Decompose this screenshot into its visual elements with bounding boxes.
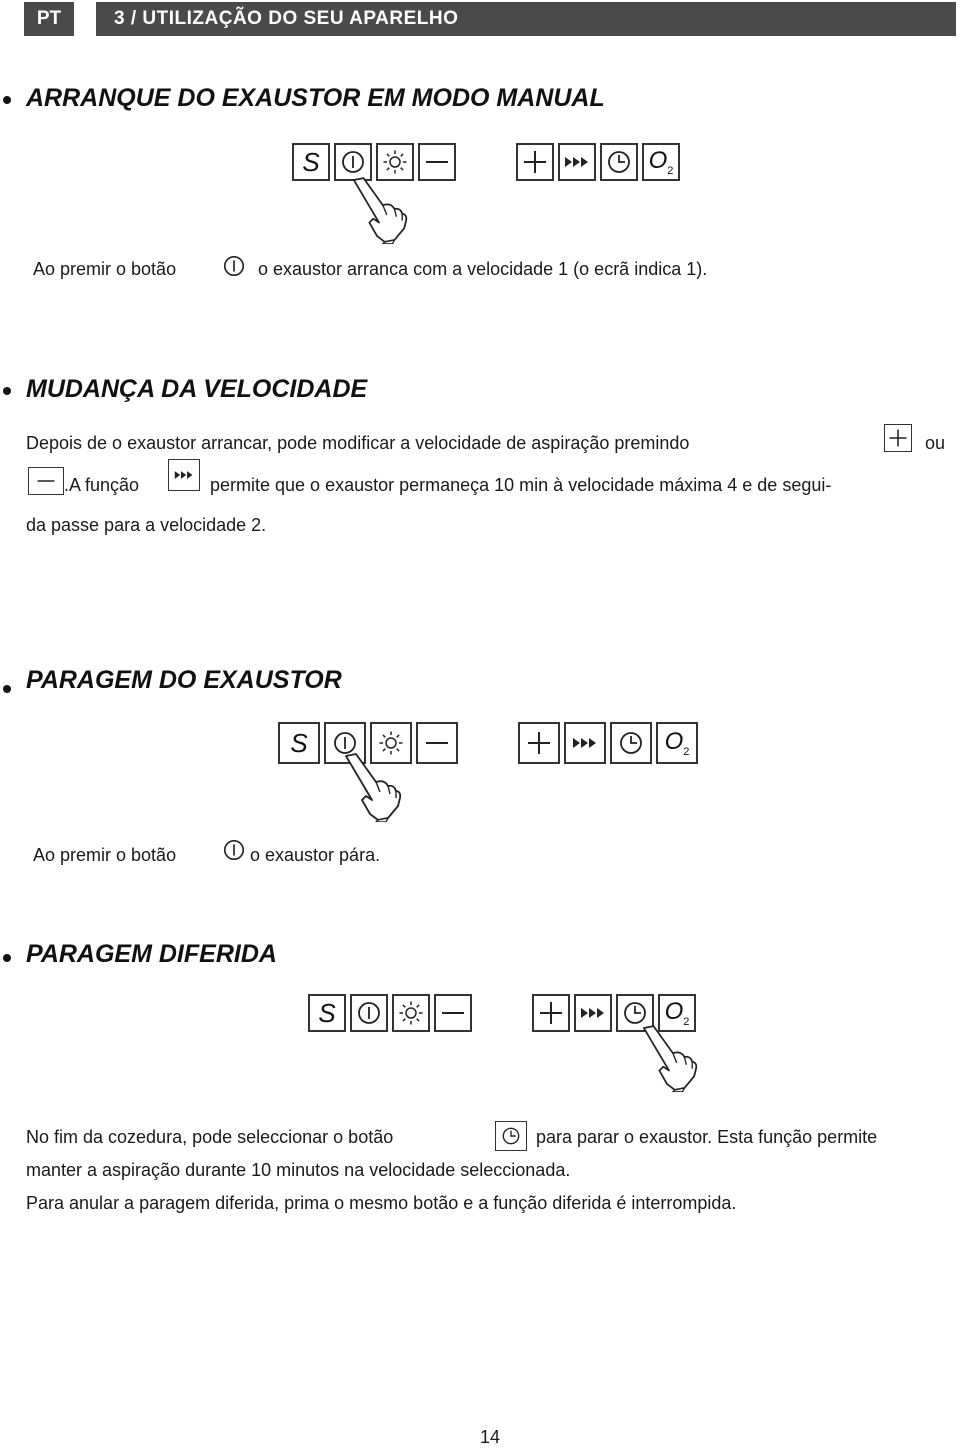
boost-icon — [580, 1000, 606, 1026]
speed-change-line1-end: ou — [925, 433, 946, 453]
control-panel — [278, 722, 698, 764]
o2-subscript: 2 — [683, 745, 690, 758]
timer-icon — [622, 1000, 648, 1026]
page-number: 14 — [480, 1427, 501, 1447]
o2-subscript: 2 — [667, 164, 674, 177]
stop-text-after: o exaustor pára. — [250, 845, 381, 865]
o2-button[interactable] — [642, 143, 680, 181]
o2-label: O — [648, 147, 668, 175]
section-title-stop: PARAGEM DO EXAUSTOR — [26, 666, 342, 694]
pointing-hand-icon — [640, 1024, 698, 1092]
o2-button[interactable] — [656, 722, 698, 764]
timer-key-inline — [495, 1121, 527, 1151]
light-icon — [398, 1000, 424, 1026]
bullet — [3, 387, 11, 395]
o2-subscript: 2 — [683, 1015, 690, 1028]
control-panel — [308, 994, 696, 1032]
power-icon — [356, 1000, 382, 1026]
delayed-stop-line1-after: para parar o exaustor. Esta função permite — [536, 1127, 878, 1147]
plus-icon — [526, 730, 552, 756]
timer-button[interactable] — [610, 722, 652, 764]
minus-icon — [424, 149, 450, 175]
speed-change-line1: Depois de o exaustor arrancar, pode modificar a velocidade de aspiração premindo — [26, 433, 690, 453]
power-icon — [340, 149, 366, 175]
bullet — [3, 96, 11, 104]
boost-icon — [174, 465, 194, 485]
timer-icon — [501, 1126, 521, 1146]
delayed-stop-line3: Para anular a paragem diferida, prima o mesmo botão e a função diferida é interrompida. — [26, 1193, 737, 1213]
section-title-delayed-stop: PARAGEM DIFERIDA — [26, 940, 277, 968]
plus-key-inline — [884, 424, 912, 452]
bullet — [3, 954, 11, 962]
minus-key-inline — [28, 467, 64, 495]
power-icon — [222, 254, 246, 278]
plus-button[interactable] — [516, 143, 554, 181]
minus-icon — [424, 730, 450, 756]
delayed-stop-line2: manter a aspiração durante 10 minutos na velocidade seleccionada. — [26, 1160, 571, 1180]
language-tab: PT — [24, 2, 74, 36]
minus-button[interactable] — [418, 143, 456, 181]
delayed-stop-line1-before: No fim da cozedura, pode seleccionar o botão — [26, 1127, 394, 1147]
boost-key-inline — [168, 459, 200, 491]
timer-icon — [618, 730, 644, 756]
boost-icon — [564, 149, 590, 175]
minus-button[interactable] — [416, 722, 458, 764]
minus-icon — [440, 1000, 466, 1026]
chapter-title: 3 / UTILIZAÇÃO DO SEU APARELHO — [96, 2, 956, 36]
s-key-label: S — [302, 146, 320, 177]
speed-change-line3: da passe para a velocidade 2. — [26, 515, 267, 535]
stop-text-before: Ao premir o botão — [33, 845, 177, 865]
boost-icon — [572, 730, 598, 756]
s-key-label: S — [318, 997, 336, 1028]
manual-start-text-before: Ao premir o botão — [33, 259, 177, 279]
plus-icon — [888, 428, 908, 448]
plus-button[interactable] — [518, 722, 560, 764]
panel-left-group — [308, 994, 472, 1032]
plus-icon — [522, 149, 548, 175]
power-icon — [222, 838, 246, 862]
speed-change-line2-start: .A função — [64, 475, 140, 495]
bullet — [3, 685, 11, 693]
s-key[interactable] — [278, 722, 320, 764]
manual-start-text-after: o exaustor arranca com a velocidade 1 (o ecrã indica 1). — [258, 259, 708, 279]
light-button[interactable] — [392, 994, 430, 1032]
minus-button[interactable] — [434, 994, 472, 1032]
s-key[interactable] — [308, 994, 346, 1032]
o2-label: O — [664, 998, 684, 1026]
speed-change-line2-rest: permite que o exaustor permaneça 10 min à velocidade máxima 4 e de segui- — [210, 475, 832, 495]
power-button[interactable] — [350, 994, 388, 1032]
pointing-hand-icon — [350, 176, 408, 244]
minus-icon — [36, 471, 56, 491]
panel-right-group — [516, 143, 680, 181]
o2-label: O — [664, 728, 684, 756]
pointing-hand-icon — [342, 752, 402, 822]
light-icon — [382, 149, 408, 175]
boost-button[interactable] — [564, 722, 606, 764]
section-title-speed-change: MUDANÇA DA VELOCIDADE — [26, 375, 368, 403]
section-title-manual-start: ARRANQUE DO EXAUSTOR EM MODO MANUAL — [26, 84, 605, 112]
panel-right-group — [518, 722, 698, 764]
plus-button[interactable] — [532, 994, 570, 1032]
boost-button[interactable] — [558, 143, 596, 181]
timer-icon — [606, 149, 632, 175]
boost-button[interactable] — [574, 994, 612, 1032]
s-key-label: S — [290, 727, 308, 758]
s-key[interactable] — [292, 143, 330, 181]
plus-icon — [538, 1000, 564, 1026]
timer-button[interactable] — [600, 143, 638, 181]
